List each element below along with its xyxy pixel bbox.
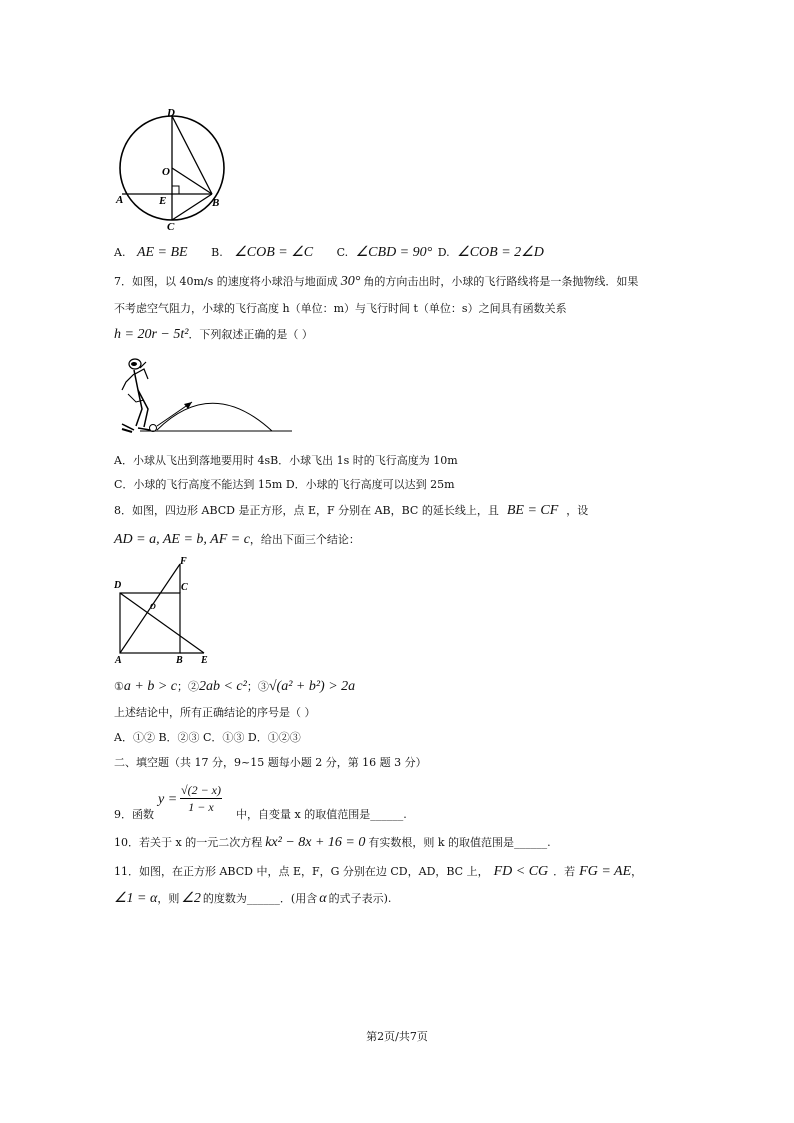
q7-line3-post: ．下列叙述正确的是（ ） [188, 328, 313, 341]
q9-numerator: √(2 − x) [180, 783, 221, 797]
q6-options [114, 245, 544, 261]
q8-line1-post: ，设 [566, 504, 589, 517]
q9-fraction [180, 782, 222, 815]
q11-l2-d: 的式子表示). [328, 892, 392, 905]
section2-heading-text: 二、填空题（共 17 分，9~15 题每小题 2 分，第 16 题 3 分） [114, 756, 427, 769]
q8-square-figure [112, 556, 222, 666]
q7-options-cd [114, 477, 455, 493]
q7-line3 [114, 327, 313, 343]
q11-line2 [114, 891, 391, 907]
q8-c1-mark: ① [114, 680, 124, 693]
section2-heading [114, 755, 427, 771]
q11-alpha: α [319, 891, 327, 906]
q7-golfer-figure [114, 354, 294, 440]
q11-math1: FD < CG [493, 864, 549, 879]
q10-answer-blank[interactable]: ______ [514, 836, 548, 849]
q6-label-e: E [159, 195, 167, 207]
q7-options-cd-text: C．小球的飞行高度不能达到 15m D．小球的飞行高度可以达到 25m [114, 478, 455, 491]
q8-sep1: ；② [176, 680, 199, 693]
q6-label-d: D [167, 107, 175, 119]
q8-line1-text: 8．如图，四边形 ABCD 是正方形，点 E，F 分别在 AB，BC 的延长线上，且 [114, 504, 499, 517]
q6-option-b-math: ∠COB = ∠C [234, 245, 314, 260]
q6-option-c-letter: C. [336, 246, 349, 259]
q8-c2-math: 2ab < c² [198, 679, 247, 694]
q8-options [114, 730, 301, 746]
q7-line1-text: 7．如图，以 40m/s 的速度将小球沿与地面成 [114, 275, 338, 288]
q6-label-c: C [167, 221, 175, 233]
q10-suffix: 有实数根，则 k 的取值范围是 [368, 836, 515, 849]
q7-formula: h = 20r − 5t² [114, 327, 189, 342]
q8-conclusions [114, 679, 355, 695]
q8-label-b: B [176, 655, 183, 666]
q8-c3-math: √(a² + b²) > 2a [268, 679, 356, 694]
q6-option-b-letter: B. [211, 246, 223, 259]
q11-l2-a: ，则 [157, 892, 180, 905]
page-footer: 第2页/共7页 [366, 1030, 428, 1043]
q11-line1 [114, 864, 642, 880]
q7-line2-text: 不考虑空气阻力，小球的飞行高度 h（单位：m）与飞行时间 t（单位：s）之间具有函数关系 [114, 302, 567, 315]
q8-label-f: F [180, 556, 187, 567]
q8-line2-math: AD = a, AE = b, AF = c [114, 532, 250, 547]
q8-label-o: O [150, 602, 156, 611]
q8-line1-math: BE = CF [506, 503, 559, 518]
q8-sep2: ；③ [246, 680, 269, 693]
q8-question [114, 705, 316, 721]
q6-option-c-math: ∠CBD = 90° [355, 245, 433, 260]
q6-option-d-math: ∠COB = 2∠D [457, 245, 544, 260]
q9-denominator: 1 − x [188, 800, 214, 814]
q10-end: . [547, 836, 551, 849]
q8-label-d: D [114, 580, 122, 591]
q11-comma: ， [631, 865, 643, 878]
q9-answer-blank[interactable]: ______ [370, 808, 404, 821]
q8-line2-post: ，给出下面三个结论： [249, 533, 360, 546]
q8-question-text: 上述结论中，所有正确结论的序号是（ ） [114, 706, 316, 719]
q7-line1 [114, 274, 638, 290]
q11-line1-text: 11．如图，在正方形 ABCD 中，点 E，F，G 分别在边 CD，AD，BC 上， [114, 865, 489, 878]
q10-prefix: 10．若关于 x 的一元二次方程 [114, 836, 263, 849]
q6-option-a-math: AE = BE [136, 245, 188, 260]
q8-line1 [114, 503, 588, 519]
q11-math2: FG = AE [579, 864, 632, 879]
q7-line2 [114, 301, 567, 317]
q7-line1-post: 角的方向击出时，小球的飞行路线将是一条抛物线．如果 [363, 275, 639, 288]
q8-label-e: E [201, 655, 208, 666]
q11-l2-b: 的度数为 [202, 892, 247, 905]
q9-suffix-text: 中，自变量 x 的取值范围是 [236, 808, 371, 821]
q6-label-b: B [212, 197, 220, 209]
q11-answer-blank[interactable]: ______ [246, 892, 280, 905]
q8-label-a: A [115, 655, 122, 666]
q10-equation: kx² − 8x + 16 = 0 [265, 835, 366, 850]
q6-option-d-letter: D. [437, 246, 450, 259]
q11-l2-c: ．(用含 [279, 892, 318, 905]
q9-y-equals: y = [158, 792, 178, 807]
q9-suffix [236, 806, 407, 822]
q8-c1-math: a + b > c [123, 679, 177, 694]
q9-end: . [403, 808, 407, 821]
q10-line [114, 835, 551, 851]
q8-label-c: C [181, 582, 188, 593]
q9-prefix: 9．函数 [114, 808, 154, 821]
q7-angle: 30° [340, 274, 361, 289]
q7-options-ab [114, 453, 458, 469]
q7-options-ab-text: A．小球从飞出到落地要用时 4sB．小球飞出 1s 时的飞行高度为 10m [114, 454, 458, 467]
q8-line2 [114, 532, 360, 548]
q6-label-a: A [116, 194, 124, 206]
q11-angle2: ∠2 [181, 891, 201, 906]
q11-mid: ．若 [553, 865, 576, 878]
q6-circle-figure [112, 104, 232, 234]
q11-angle1: ∠1 = α [114, 891, 158, 906]
q6-label-o: O [162, 166, 170, 178]
q8-options-text: A．①② B．②③ C．①③ D．①②③ [114, 731, 301, 744]
q6-option-a-letter: A. [114, 246, 126, 259]
